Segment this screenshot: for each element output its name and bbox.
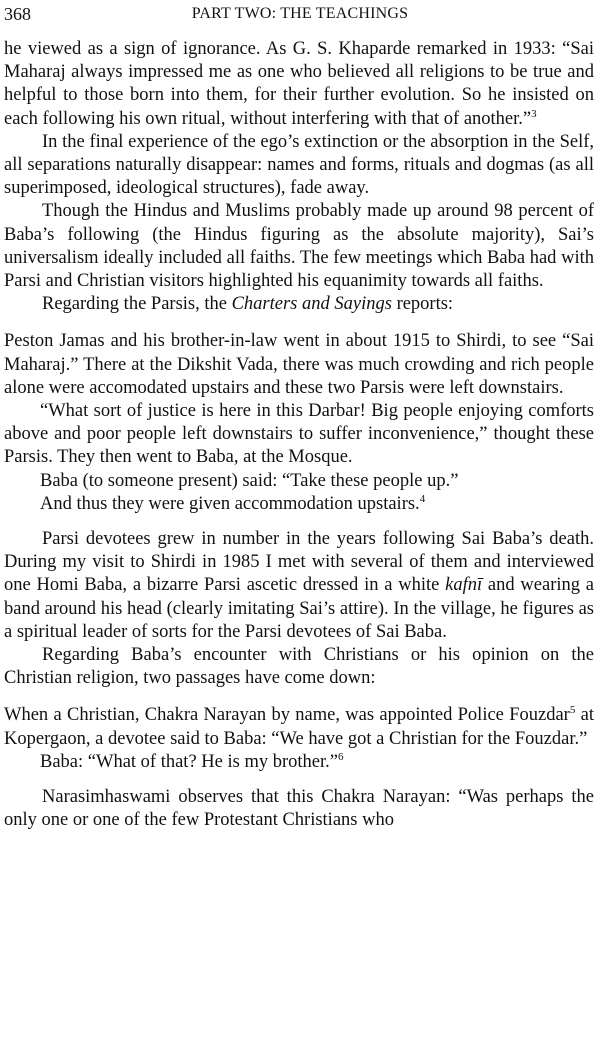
- paragraph-text: and wearing a band around his head (clearly imitating Sai’s attire). In the village, he figures as a spiritual leader of sorts for the Parsi devotees of Sai Baba.: [4, 575, 594, 642]
- running-head: PART TWO: THE TEACHINGS: [191, 5, 409, 22]
- quote-text: Peston Jamas and his brother-in-law went in about 1915 to Shirdi, to see “Sai Maharaj.” There at the Dikshit Vada, there was much crowding and rich people alone were accomodated upstairs and these two Parsis were left downstairs.: [4, 331, 594, 398]
- paragraph: [4, 528, 594, 644]
- paragraph: [4, 200, 594, 293]
- quote-text: When a Christian, Chakra Narayan by name, was appointed Police Fouzdar: [4, 705, 570, 726]
- quote-paragraph: [4, 751, 594, 774]
- quote-paragraph: [4, 330, 594, 400]
- page-body: [4, 38, 594, 833]
- quote-paragraph: [4, 704, 594, 750]
- footnote-ref: 3: [531, 107, 537, 120]
- paragraph: [4, 644, 594, 690]
- footnote-ref: 6: [337, 750, 344, 763]
- paragraph-text: Narasimhaswami observes that this Chakra Narayan: “Was perhaps the only one or one of the few Protestant Christians who: [4, 787, 594, 831]
- paragraph-text: he viewed as a sign of ignorance. As G. S. Khaparde remarked in 1933: “Sai Maharaj always impressed me as one who believed all religions to be true and helpful to those born into them, for their further evolution. So he insisted on each following his own ritual, without interfering with that of another.”: [4, 39, 594, 129]
- section-after-quote: [4, 528, 594, 690]
- paragraph-text: In the final experience of the ego’s extinction or the absorption in the Self, all separations naturally disappear: names and forms, rituals and dogmas (as all superimposed, ideological structures), fade away.: [4, 131, 594, 199]
- quote-paragraph: [4, 400, 594, 470]
- section-after-quote: [4, 786, 594, 832]
- page-header: [4, 4, 596, 28]
- paragraph-text: Parsi devotees grew in number in the years following Sai Baba’s death. During my visit to Shirdi in 1985 I met with several of them and interviewed one Homi Baba, a bizarre Parsi ascetic dressed in a white: [4, 529, 594, 596]
- footnote-ref: 5: [569, 704, 576, 717]
- footnote-ref: 4: [419, 492, 426, 505]
- paragraph-text: Though the Hindus and Muslims probably made up around 98 percent of Baba’s following (the Hindus figuring as the absolute majority), Sai’s universalism ideally included all faiths. The few meetings which Baba had with Parsi and Christian visitors highlighted his equanimity towards all faiths.: [4, 201, 594, 292]
- term-kafni: kafnī: [445, 575, 483, 596]
- quote-paragraph: [4, 493, 594, 516]
- quote-text: And thus they were given accommodation upstairs.: [40, 493, 420, 514]
- paragraph: [4, 38, 594, 131]
- book-title: Charters and Sayings: [231, 294, 392, 315]
- quote-paragraph: [4, 470, 594, 493]
- paragraph: [4, 293, 594, 316]
- block-quote-parsis: [4, 330, 594, 516]
- paragraph-text: reports:: [391, 294, 454, 315]
- page-number: 368: [4, 4, 31, 24]
- paragraph-text: Regarding Baba’s encounter with Christians or his opinion on the Christian religion, two passages have come down:: [4, 645, 594, 689]
- paragraph: [4, 786, 594, 832]
- quote-text: Baba (to someone present) said: “Take these people up.”: [40, 470, 459, 491]
- quote-text: Baba: “What of that? He is my brother.”: [40, 751, 338, 772]
- paragraph-text: Regarding the Parsis, the: [42, 294, 232, 315]
- block-quote-christians: [4, 704, 594, 774]
- paragraph: [4, 131, 594, 201]
- quote-text: at Kopergaon, a devotee said to Baba: “We have got a Christian for the Fouzdar.”: [4, 705, 594, 749]
- quote-text: “What sort of justice is here in this Darbar! Big people enjoying comforts above and poor people left downstairs to suffer inconvenience,” thought these Parsis. They then went to Baba, at the Mosque.: [4, 401, 594, 468]
